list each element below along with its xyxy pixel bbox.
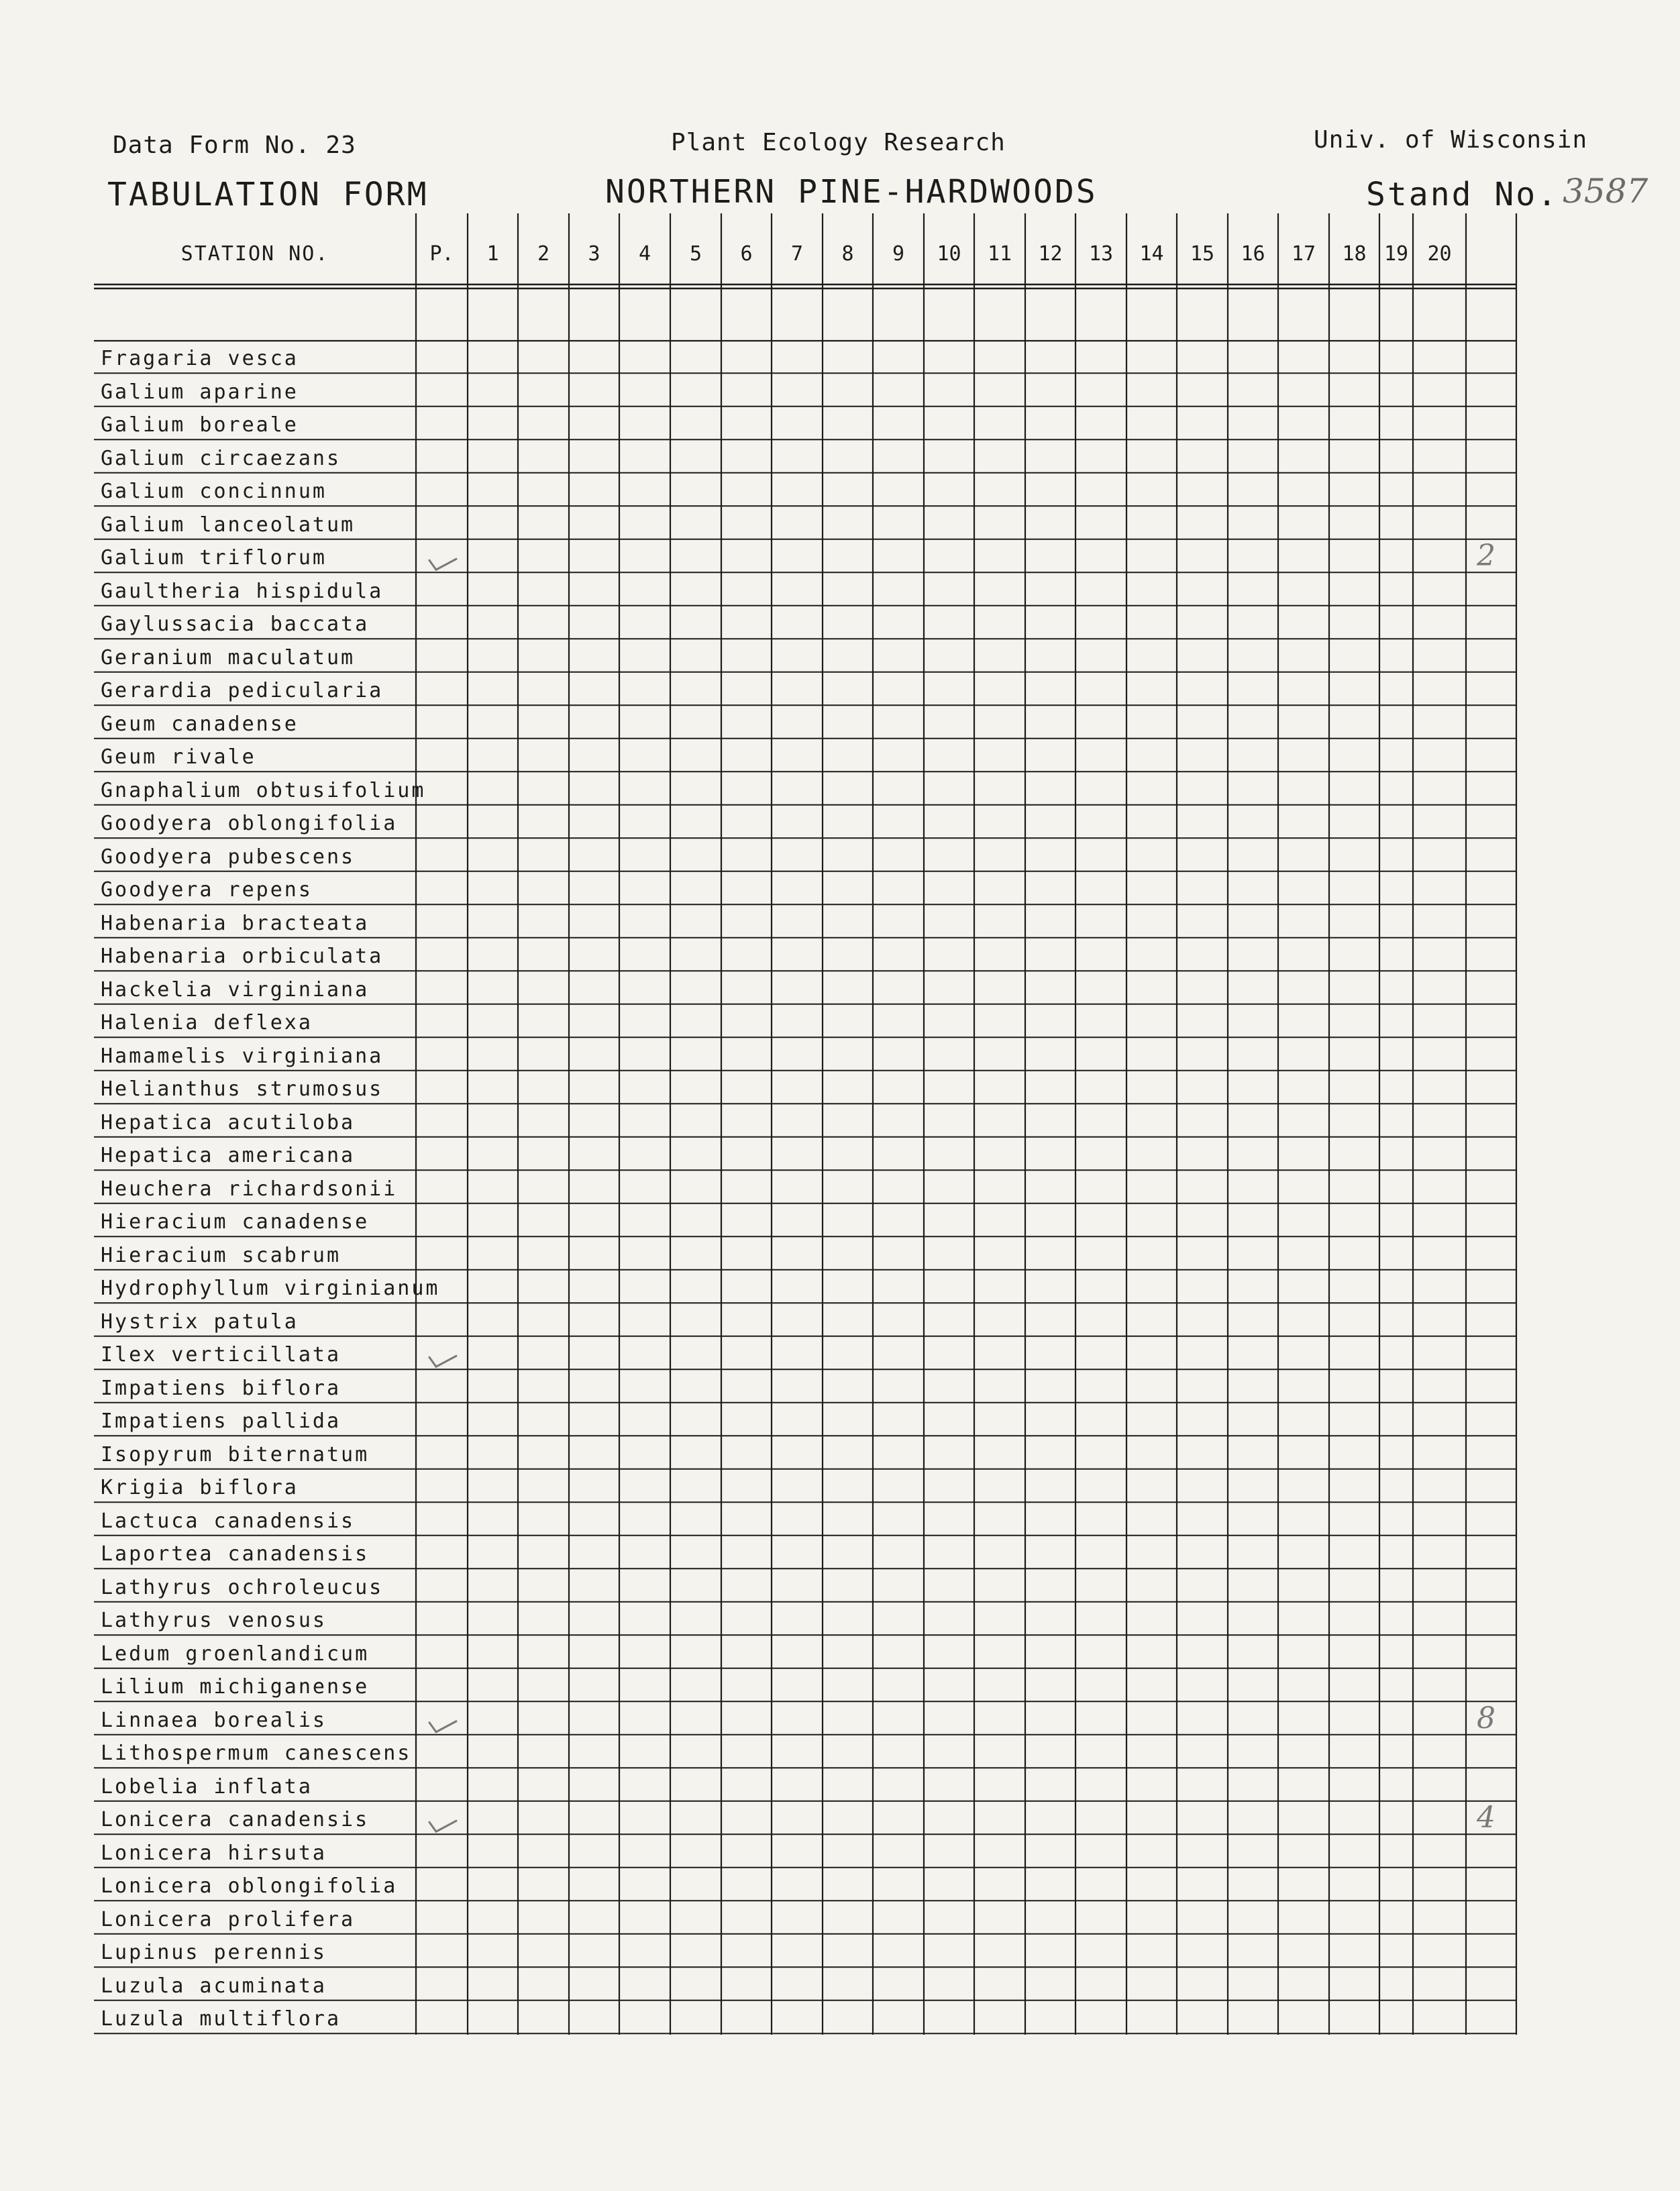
count-mark: 4 [1477, 1801, 1495, 1835]
species-name: Galium concinnum [101, 480, 327, 504]
column-header: 7 [790, 242, 804, 266]
presence-check-icon [429, 559, 456, 570]
species-name: Habenaria bracteata [101, 911, 370, 935]
species-name: Linnaea borealis [101, 1708, 327, 1732]
column-header: 9 [892, 242, 905, 266]
presence-check-icon [429, 1356, 456, 1367]
column-header: 1 [486, 242, 499, 266]
column-header: 6 [740, 242, 753, 266]
column-header: 19 [1383, 242, 1409, 266]
species-name: Gnaphalium obtusifolium [101, 778, 426, 802]
species-name: Lilium michiganense [101, 1675, 370, 1699]
stand-number: 3587 [1563, 172, 1648, 211]
column-header: 4 [638, 242, 651, 266]
community-title: NORTHERN PINE-HARDWOODS [605, 173, 1098, 211]
stand-label: Stand No. [1366, 176, 1559, 213]
column-header: 8 [841, 242, 854, 266]
species-name: Hackelia virginiana [101, 977, 370, 1002]
column-header: 18 [1342, 242, 1367, 266]
species-name: Hydrophyllum virginianum [101, 1277, 440, 1301]
column-header: 13 [1088, 242, 1114, 266]
column-header: 11 [987, 242, 1012, 266]
species-name: Hystrix patula [101, 1310, 299, 1334]
species-name: Hamamelis virginiana [101, 1044, 384, 1068]
presence-check-icon [429, 1721, 456, 1732]
form-title: TABULATION FORM [107, 176, 429, 213]
column-header: 20 [1427, 242, 1452, 266]
species-name: Krigia biflora [101, 1476, 299, 1500]
species-name: Lonicera canadensis [101, 1808, 370, 1832]
species-name: Habenaria orbiculata [101, 945, 384, 969]
column-header: 5 [689, 242, 702, 266]
column-header: 2 [537, 242, 550, 266]
species-name: Galium triflorum [101, 546, 327, 570]
species-name: Gerardia pedicularia [101, 679, 384, 703]
species-name: Impatiens pallida [101, 1409, 342, 1434]
species-name: Impatiens biflora [101, 1376, 342, 1400]
column-header: 10 [937, 242, 961, 266]
column-header: 16 [1241, 242, 1265, 266]
species-name: Galium boreale [101, 413, 299, 437]
column-header: 17 [1291, 242, 1316, 266]
species-name: Geum rivale [101, 745, 256, 769]
column-header: 3 [588, 242, 600, 266]
tabulation-table [94, 213, 1573, 2035]
species-name: Lathyrus ochroleucus [101, 1575, 384, 1599]
species-name: Hepatica americana [101, 1144, 356, 1168]
species-name: Lonicera prolifera [101, 1907, 356, 1931]
species-name: Lupinus perennis [101, 1941, 327, 1965]
species-name: Goodyera oblongifolia [101, 812, 398, 836]
species-name: Goodyera repens [101, 878, 313, 902]
species-name: Luzula acuminata [101, 1974, 327, 1998]
species-name: Geranium maculatum [101, 645, 356, 670]
column-header: P. [429, 242, 454, 266]
column-header: 12 [1038, 242, 1063, 266]
species-name: Helianthus strumosus [101, 1077, 384, 1102]
stand-field [1366, 172, 1648, 213]
species-name: Laportea canadensis [101, 1542, 370, 1566]
species-name: Isopyrum biternatum [101, 1442, 370, 1466]
species-name: Galium aparine [101, 380, 299, 404]
species-name: Lithospermum canescens [101, 1742, 412, 1766]
form-number: Data Form No. 23 [113, 131, 356, 159]
species-name: Lactuca canadensis [101, 1509, 356, 1533]
species-name: Lonicera oblongifolia [101, 1874, 398, 1899]
species-name: Hepatica acutiloba [101, 1110, 356, 1134]
species-name: Lobelia inflata [101, 1774, 313, 1799]
species-name: Fragaria vesca [101, 347, 299, 371]
species-name: Ilex verticillata [101, 1343, 342, 1367]
species-name: Lathyrus venosus [101, 1609, 327, 1633]
institution-name: Univ. of Wisconsin [1314, 126, 1588, 154]
species-name: Galium lanceolatum [101, 513, 356, 537]
station-header: STATION NO. [180, 242, 329, 266]
column-header: 15 [1190, 242, 1215, 266]
species-name: Lonicera hirsuta [101, 1841, 327, 1865]
species-name: Hieracium canadense [101, 1210, 370, 1234]
species-name: Goodyera pubescens [101, 845, 356, 869]
species-name: Gaultheria hispidula [101, 579, 384, 603]
column-header: 14 [1139, 242, 1164, 266]
species-name: Hieracium scabrum [101, 1243, 342, 1267]
count-mark: 8 [1477, 1701, 1495, 1735]
species-name: Ledum groenlandicum [101, 1642, 370, 1666]
species-name: Heuchera richardsonii [101, 1177, 398, 1201]
organization-name: Plant Ecology Research [671, 129, 1006, 156]
species-name: Geum canadense [101, 712, 299, 736]
species-name: Galium circaezans [101, 446, 342, 470]
species-name: Gaylussacia baccata [101, 612, 370, 637]
species-name: Luzula multiflora [101, 2007, 342, 2031]
species-name: Halenia deflexa [101, 1011, 313, 1035]
presence-check-icon [429, 1821, 456, 1831]
count-mark: 2 [1477, 539, 1495, 574]
